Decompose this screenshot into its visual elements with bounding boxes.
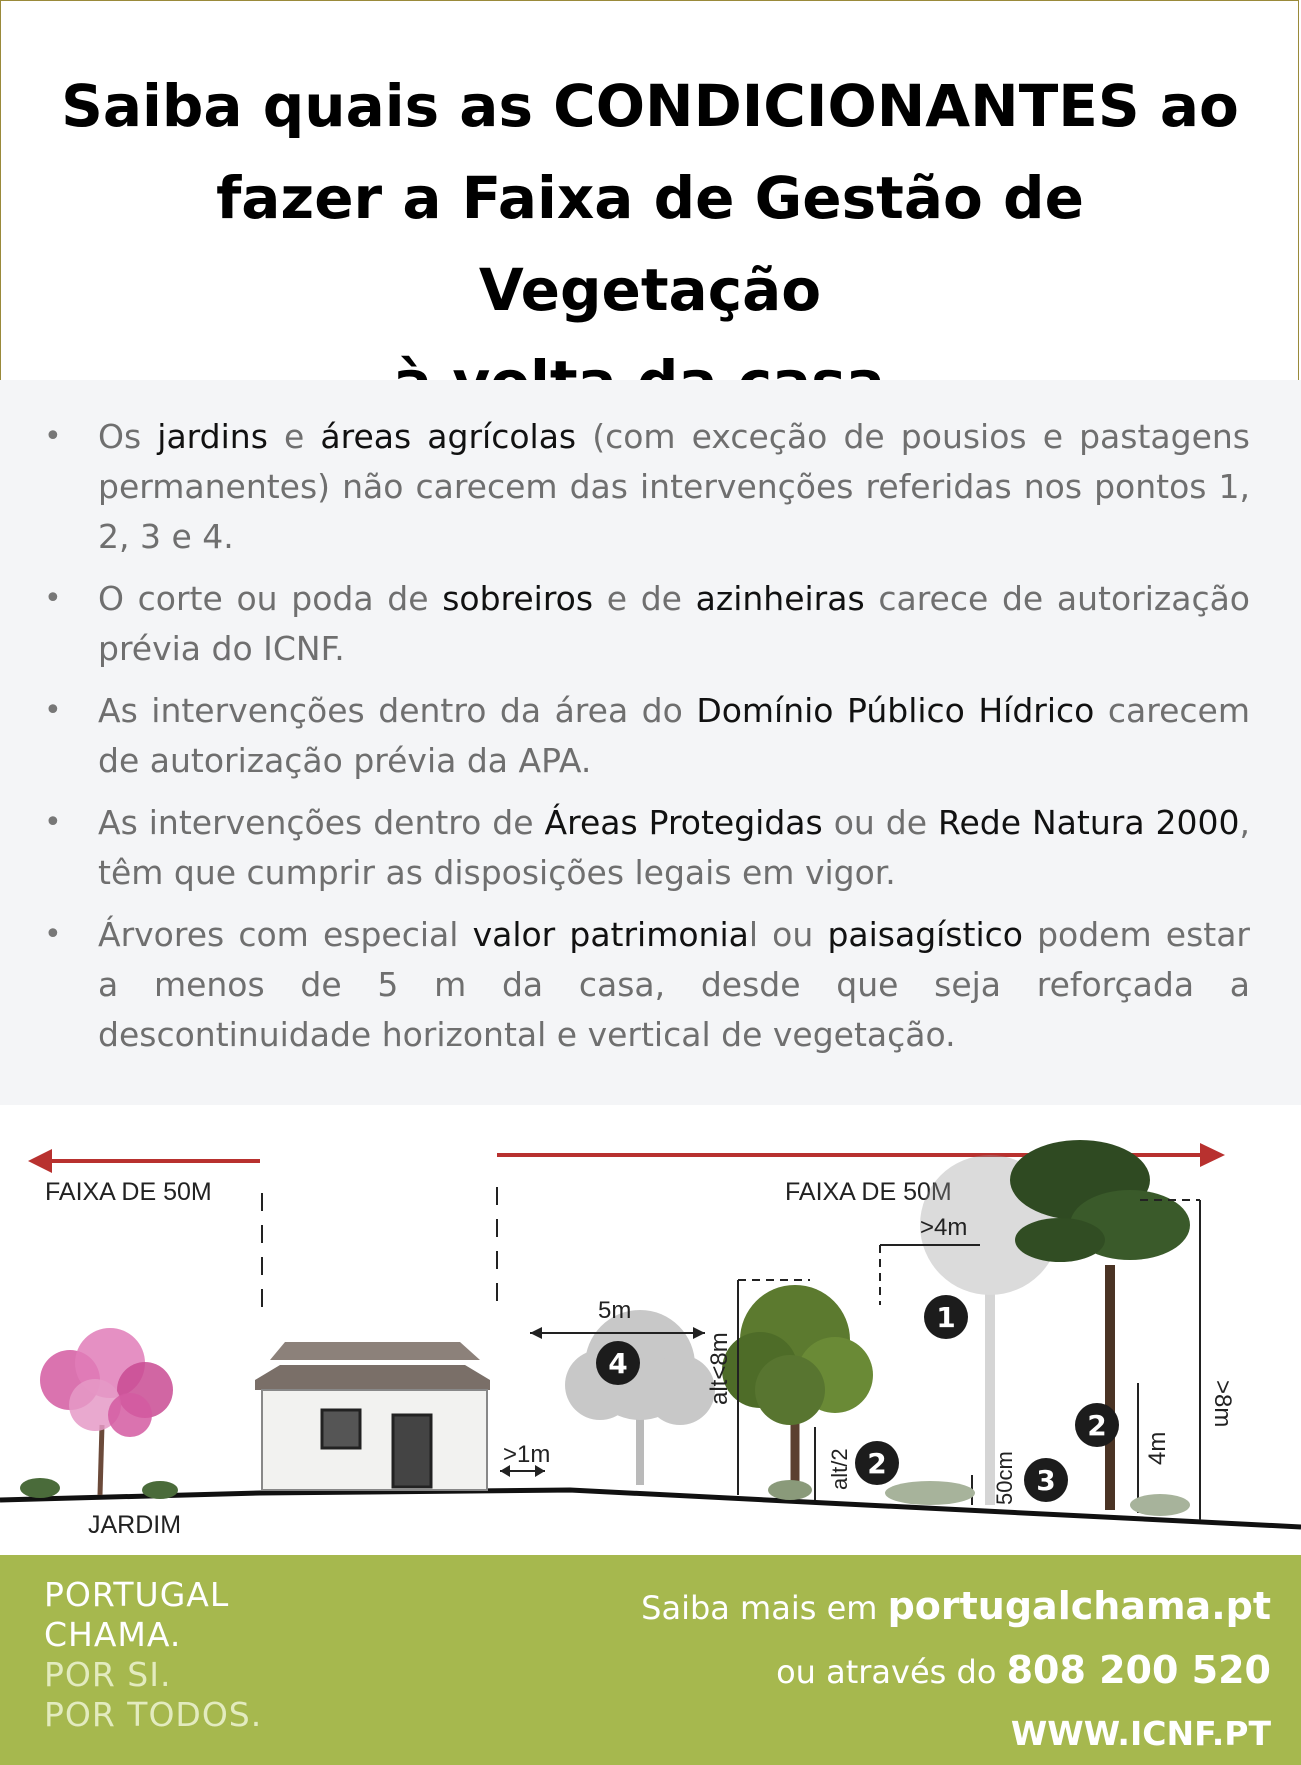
- phone-number[interactable]: 808 200 520: [1006, 1648, 1271, 1692]
- rule-text: podem estar a menos de 5 m da casa, desde que seja reforçada a descontinuidade horizontal e vertical de vegetação.: [98, 915, 1250, 1054]
- title-line-1: Saiba quais as CONDICIONANTES ao: [61, 72, 1239, 140]
- left-band-arrow: [28, 1149, 260, 1173]
- shrub: [1130, 1494, 1190, 1516]
- rule-item: [40, 910, 1250, 1060]
- rule-item: [40, 686, 1250, 786]
- distant-tree-4: [565, 1310, 715, 1485]
- brand-line-1: PORTUGAL: [44, 1575, 230, 1614]
- rule-emphasis: Rede Natura 2000: [938, 803, 1240, 842]
- contact-info: [641, 1575, 1271, 1765]
- house: [255, 1342, 490, 1490]
- portugal-chama-logo: [44, 1575, 262, 1735]
- phone-prefix: ou através do: [776, 1653, 1007, 1691]
- svg-text:1: 1: [936, 1301, 956, 1334]
- garden-label: JARDIM: [88, 1511, 182, 1539]
- rule-item: [40, 412, 1250, 562]
- spacing-4m-label: >4m: [920, 1214, 968, 1241]
- icnf-url-line: [641, 1703, 1271, 1765]
- rule-text: As intervenções dentro de: [98, 803, 545, 842]
- title-line-2: fazer a Faixa de Gestão de Vegetação: [216, 164, 1084, 324]
- svg-text:4: 4: [608, 1347, 628, 1380]
- rule-emphasis: azinheiras: [695, 579, 865, 618]
- pine-4m-label: 4m: [1144, 1431, 1171, 1465]
- marker-3: [1024, 1458, 1068, 1502]
- page-title: [40, 60, 1260, 428]
- rule-emphasis: Áreas Protegidas: [544, 803, 823, 842]
- oak-height-label: alt<8m: [706, 1332, 733, 1405]
- rule-text: Os: [98, 417, 158, 456]
- spacing-5m-label: 5m: [598, 1297, 632, 1324]
- rule-text: As intervenções dentro da área do: [98, 691, 697, 730]
- bullet-icon: •: [44, 917, 62, 952]
- rule-text: , têm que cumprir as disposições legais em vigor.: [98, 803, 1251, 892]
- learn-more-line: [641, 1575, 1271, 1639]
- rule-text: carece de autorização prévia do ICNF.: [98, 579, 1251, 668]
- rule-text: ou de: [822, 803, 939, 842]
- phone-line: [641, 1639, 1271, 1703]
- marker-1: [924, 1295, 968, 1339]
- bullet-icon: •: [44, 693, 62, 728]
- rule-text: O corte ou poda de: [98, 579, 443, 618]
- bullet-icon: •: [44, 805, 62, 840]
- rule-text: carecem de autorização prévia da APA.: [98, 691, 1250, 780]
- rule-emphasis: valor patrimonia: [472, 915, 749, 954]
- portugalchama-link[interactable]: portugalchama.pt: [887, 1584, 1271, 1628]
- rule-text: l ou: [748, 915, 828, 954]
- oak-half-label: alt/2: [827, 1448, 852, 1490]
- left-band-label: FAIXA DE 50M: [45, 1178, 212, 1206]
- learn-prefix: Saiba mais em: [641, 1589, 888, 1627]
- gap-1m-label: >1m: [503, 1441, 551, 1468]
- rule-emphasis: paisagístico: [827, 915, 1023, 954]
- svg-text:1: 1: [0, 1105, 1, 1106]
- rule-emphasis: sobreiros: [442, 579, 594, 618]
- rule-item: [40, 574, 1250, 674]
- right-band-label: FAIXA DE 50M: [785, 1178, 952, 1206]
- rule-emphasis: jardins: [157, 417, 268, 456]
- rule-text: Árvores com especial: [98, 915, 473, 954]
- shrub: [885, 1481, 975, 1505]
- brand-line-3: POR SI.: [44, 1655, 172, 1694]
- rule-emphasis: Domínio Público Hídrico: [696, 691, 1095, 730]
- pine-height-label: >8m: [1209, 1380, 1236, 1428]
- brand-line-4: POR TODOS.: [44, 1695, 263, 1734]
- rule-text: (com exceção de pousios e pastagens permanentes) não carecem das intervenções referidas nos pontos 1, 2, 3 e 4.: [98, 417, 1250, 556]
- svg-text:2: 2: [1087, 1409, 1107, 1442]
- rule-emphasis: áreas agrícolas: [320, 417, 577, 456]
- rule-text: e de: [593, 579, 696, 618]
- footer: [0, 1555, 1301, 1765]
- shrub: [768, 1480, 812, 1500]
- garden-tree: [20, 1328, 178, 1499]
- svg-text:3: 3: [1036, 1464, 1056, 1497]
- brand-line-2: CHAMA.: [44, 1615, 182, 1654]
- rule-item: [40, 798, 1250, 898]
- svg-text:2: 2: [867, 1447, 887, 1480]
- shrub-50cm-label: 50cm: [992, 1451, 1017, 1505]
- marker-2b: [1075, 1403, 1119, 1447]
- bullet-icon: •: [44, 419, 62, 454]
- bullet-icon: •: [44, 581, 62, 616]
- marker-2a: [855, 1441, 899, 1485]
- vegetation-diagram: [0, 1105, 1301, 1555]
- rule-text: e: [267, 417, 321, 456]
- rules-list: [40, 412, 1250, 1072]
- icnf-link[interactable]: WWW.ICNF.PT: [1010, 1714, 1271, 1753]
